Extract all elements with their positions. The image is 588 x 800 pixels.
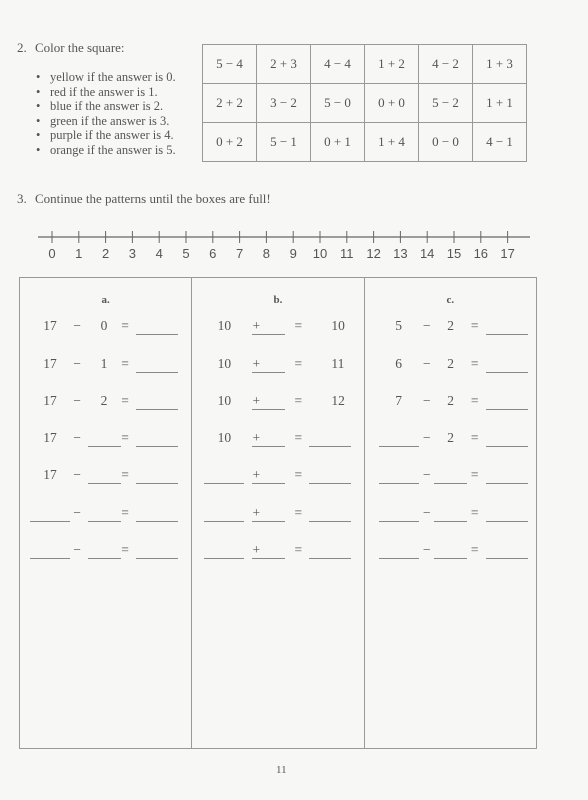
answer-blank[interactable] <box>379 558 419 559</box>
result-value: 10 <box>331 318 345 333</box>
equation-row <box>365 467 536 483</box>
equals-sign: = <box>121 542 129 557</box>
grid-cell[interactable]: 1 + 3 <box>473 45 527 84</box>
answer-blank[interactable] <box>88 558 121 559</box>
number-line-label: 17 <box>500 246 515 261</box>
operator: − <box>73 430 81 445</box>
number-line-label: 0 <box>48 246 56 261</box>
grid-cell[interactable]: 2 + 2 <box>203 84 257 123</box>
equation-row <box>20 356 191 372</box>
operand2-value: 0 <box>100 318 108 333</box>
answer-blank[interactable] <box>309 558 351 559</box>
operator: + <box>252 393 261 408</box>
operand1-value: 17 <box>43 393 57 408</box>
result-value: 11 <box>331 356 345 371</box>
equals-sign: = <box>470 505 479 520</box>
number-line-label: 11 <box>340 246 354 261</box>
operand1-value: 7 <box>395 393 403 408</box>
equation-row <box>192 467 363 483</box>
equals-sign: = <box>470 467 479 482</box>
grid-cell[interactable]: 4 − 2 <box>419 45 473 84</box>
equation-row <box>365 318 536 334</box>
equals-sign: = <box>121 430 129 445</box>
number-line-label: 2 <box>101 246 110 261</box>
operator: − <box>422 430 431 445</box>
equation-row <box>20 430 191 446</box>
pattern-boxes <box>19 277 537 749</box>
operator: − <box>422 505 431 520</box>
operand2-value: 2 <box>447 318 455 333</box>
operator: + <box>252 430 261 445</box>
operand2-value: 1 <box>100 356 108 371</box>
equation-row <box>20 467 191 483</box>
equals-sign: = <box>294 318 303 333</box>
equation-row <box>20 505 191 521</box>
equals-sign: = <box>294 505 303 520</box>
answer-blank[interactable] <box>486 521 528 522</box>
operand2-value: 2 <box>447 430 455 445</box>
grid-cell[interactable]: 1 + 4 <box>365 123 419 162</box>
equals-sign: = <box>470 542 479 557</box>
equation-row <box>192 318 363 334</box>
operand1-value: 5 <box>395 318 403 333</box>
answer-blank[interactable] <box>434 483 467 484</box>
number-line-label: 13 <box>393 246 408 261</box>
equation-row <box>365 356 536 372</box>
operand2-value: 2 <box>447 356 455 371</box>
operator: − <box>73 318 81 333</box>
answer-blank[interactable] <box>379 521 419 522</box>
operator: + <box>252 467 261 482</box>
operator: + <box>252 318 261 333</box>
number-line-label: 9 <box>289 246 297 261</box>
number-line-label: 6 <box>209 246 217 261</box>
grid-cell[interactable]: 3 − 2 <box>257 84 311 123</box>
grid-cell[interactable]: 2 + 3 <box>257 45 311 84</box>
operator: − <box>422 542 431 557</box>
grid-cell[interactable]: 5 − 1 <box>257 123 311 162</box>
operator: − <box>73 356 81 371</box>
answer-blank[interactable] <box>252 334 285 335</box>
answer-blank[interactable] <box>136 334 178 335</box>
operand1-value: 10 <box>217 393 232 408</box>
answer-blank[interactable] <box>379 446 419 447</box>
operand1-value: 10 <box>217 318 232 333</box>
equals-sign: = <box>294 430 303 445</box>
grid-cell[interactable]: 5 − 2 <box>419 84 473 123</box>
number-line-label: 8 <box>262 246 271 261</box>
answer-blank[interactable] <box>486 334 528 335</box>
page-number: 11 <box>276 764 287 776</box>
equation-row <box>192 356 363 372</box>
answer-blank[interactable] <box>252 558 285 559</box>
answer-blank[interactable] <box>309 446 351 447</box>
grid-cell[interactable]: 0 + 1 <box>311 123 365 162</box>
answer-blank[interactable] <box>204 483 244 484</box>
answer-blank[interactable] <box>136 521 178 522</box>
answer-blank[interactable] <box>486 483 528 484</box>
answer-blank[interactable] <box>30 558 70 559</box>
answer-blank[interactable] <box>136 558 178 559</box>
answer-blank[interactable] <box>434 521 467 522</box>
grid-row <box>203 84 527 123</box>
answer-blank[interactable] <box>204 521 244 522</box>
answer-blank[interactable] <box>252 409 285 410</box>
answer-blank[interactable] <box>88 521 121 522</box>
answer-blank[interactable] <box>309 483 351 484</box>
equation-row <box>20 542 191 558</box>
equals-sign: = <box>294 467 303 482</box>
color-rule: • orange if the answer is 5. <box>36 143 176 158</box>
grid-cell[interactable]: 4 − 1 <box>473 123 527 162</box>
equation-row <box>365 505 536 521</box>
question-3-number: 3. <box>17 191 27 206</box>
question-2-title: Color the square: <box>35 40 125 55</box>
number-line-label: 1 <box>75 246 83 261</box>
equals-sign: = <box>470 318 479 333</box>
column-label: c. <box>446 294 455 306</box>
grid-cell[interactable]: 1 + 1 <box>473 84 527 123</box>
answer-blank[interactable] <box>204 558 244 559</box>
answer-blank[interactable] <box>136 446 178 447</box>
grid-row <box>203 123 527 162</box>
equation-row <box>365 542 536 558</box>
answer-blank[interactable] <box>88 483 121 484</box>
operator: − <box>73 542 81 557</box>
grid-cell[interactable]: 0 + 2 <box>203 123 257 162</box>
grid-cell[interactable]: 0 + 0 <box>365 84 419 123</box>
number-line <box>0 224 588 268</box>
pattern-column <box>365 278 536 748</box>
equation-row <box>365 430 536 446</box>
grid-cell[interactable]: 5 − 4 <box>203 45 257 84</box>
number-line-label: 3 <box>128 246 137 261</box>
operator: − <box>73 393 81 408</box>
color-rule: • purple if the answer is 4. <box>36 128 176 143</box>
equals-sign: = <box>294 393 303 408</box>
answer-blank[interactable] <box>136 409 178 410</box>
answer-blank[interactable] <box>486 446 528 447</box>
equation-row <box>192 505 363 521</box>
equals-sign: = <box>294 542 303 557</box>
column-label: a. <box>101 294 110 306</box>
operand2-value: 2 <box>447 393 455 408</box>
answer-blank[interactable] <box>88 446 121 447</box>
answer-blank[interactable] <box>434 558 467 559</box>
answer-blank[interactable] <box>309 521 351 522</box>
operator: + <box>252 356 261 371</box>
number-line-label: 16 <box>473 246 489 261</box>
equals-sign: = <box>121 356 129 371</box>
operator: − <box>422 393 431 408</box>
answer-blank[interactable] <box>252 483 285 484</box>
answer-blank[interactable] <box>30 521 70 522</box>
number-line-label: 7 <box>235 246 244 261</box>
number-line-label: 12 <box>366 246 381 261</box>
color-rule: • red if the answer is 1. <box>36 85 176 100</box>
grid-cell[interactable]: 0 − 0 <box>419 123 473 162</box>
operand1-value: 6 <box>395 356 403 371</box>
equals-sign: = <box>470 430 479 445</box>
number-line-label: 5 <box>182 246 190 261</box>
operand1-value: 17 <box>43 430 57 445</box>
operand1-value: 17 <box>43 356 57 371</box>
number-line-label: 4 <box>155 246 163 261</box>
equation-row <box>20 393 191 409</box>
answer-blank[interactable] <box>486 372 528 373</box>
equals-sign: = <box>121 393 129 408</box>
number-line-label: 15 <box>446 246 462 261</box>
column-label: b. <box>273 294 283 306</box>
operator: − <box>73 505 81 520</box>
answer-blank[interactable] <box>486 558 528 559</box>
operand1-value: 10 <box>217 430 232 445</box>
operator: − <box>422 356 431 371</box>
answer-blank[interactable] <box>136 372 178 373</box>
operator: − <box>73 467 81 482</box>
equals-sign: = <box>294 356 303 371</box>
operand1-value: 17 <box>43 318 57 333</box>
equals-sign: = <box>121 467 129 482</box>
operator: + <box>252 542 261 557</box>
operator: − <box>422 467 431 482</box>
question-2-number: 2. <box>17 40 27 55</box>
equals-sign: = <box>121 505 129 520</box>
color-rule: • green if the answer is 3. <box>36 114 176 129</box>
equation-row <box>192 393 363 409</box>
answer-blank[interactable] <box>252 372 285 373</box>
grid-cell[interactable]: 5 − 0 <box>311 84 365 123</box>
equals-sign: = <box>470 356 479 371</box>
equals-sign: = <box>121 318 129 333</box>
operand1-value: 17 <box>43 467 57 482</box>
equals-sign: = <box>470 393 479 408</box>
operand1-value: 10 <box>217 356 232 371</box>
equation-row <box>365 393 536 409</box>
answer-blank[interactable] <box>486 409 528 410</box>
question-3-title: Continue the patterns until the boxes are full! <box>35 191 271 206</box>
number-line-label: 10 <box>312 246 328 261</box>
equation-row <box>192 542 363 558</box>
pattern-column <box>192 278 364 748</box>
operator: + <box>252 505 261 520</box>
number-line-label: 14 <box>419 246 435 261</box>
color-grid <box>202 44 527 162</box>
answer-blank[interactable] <box>379 483 419 484</box>
grid-row <box>203 45 527 84</box>
operand2-value: 2 <box>100 393 108 408</box>
operator: − <box>422 318 431 333</box>
color-rule: • yellow if the answer is 0. <box>36 70 176 85</box>
grid-cell[interactable]: 1 + 2 <box>365 45 419 84</box>
answer-blank[interactable] <box>252 521 285 522</box>
equation-row <box>192 430 363 446</box>
equation-row <box>20 318 191 334</box>
color-rule: • blue if the answer is 2. <box>36 99 176 114</box>
answer-blank[interactable] <box>252 446 285 447</box>
grid-cell[interactable]: 4 − 4 <box>311 45 365 84</box>
result-value: 12 <box>331 393 345 408</box>
color-rules-list <box>36 70 176 157</box>
pattern-column <box>20 278 192 748</box>
answer-blank[interactable] <box>136 483 178 484</box>
